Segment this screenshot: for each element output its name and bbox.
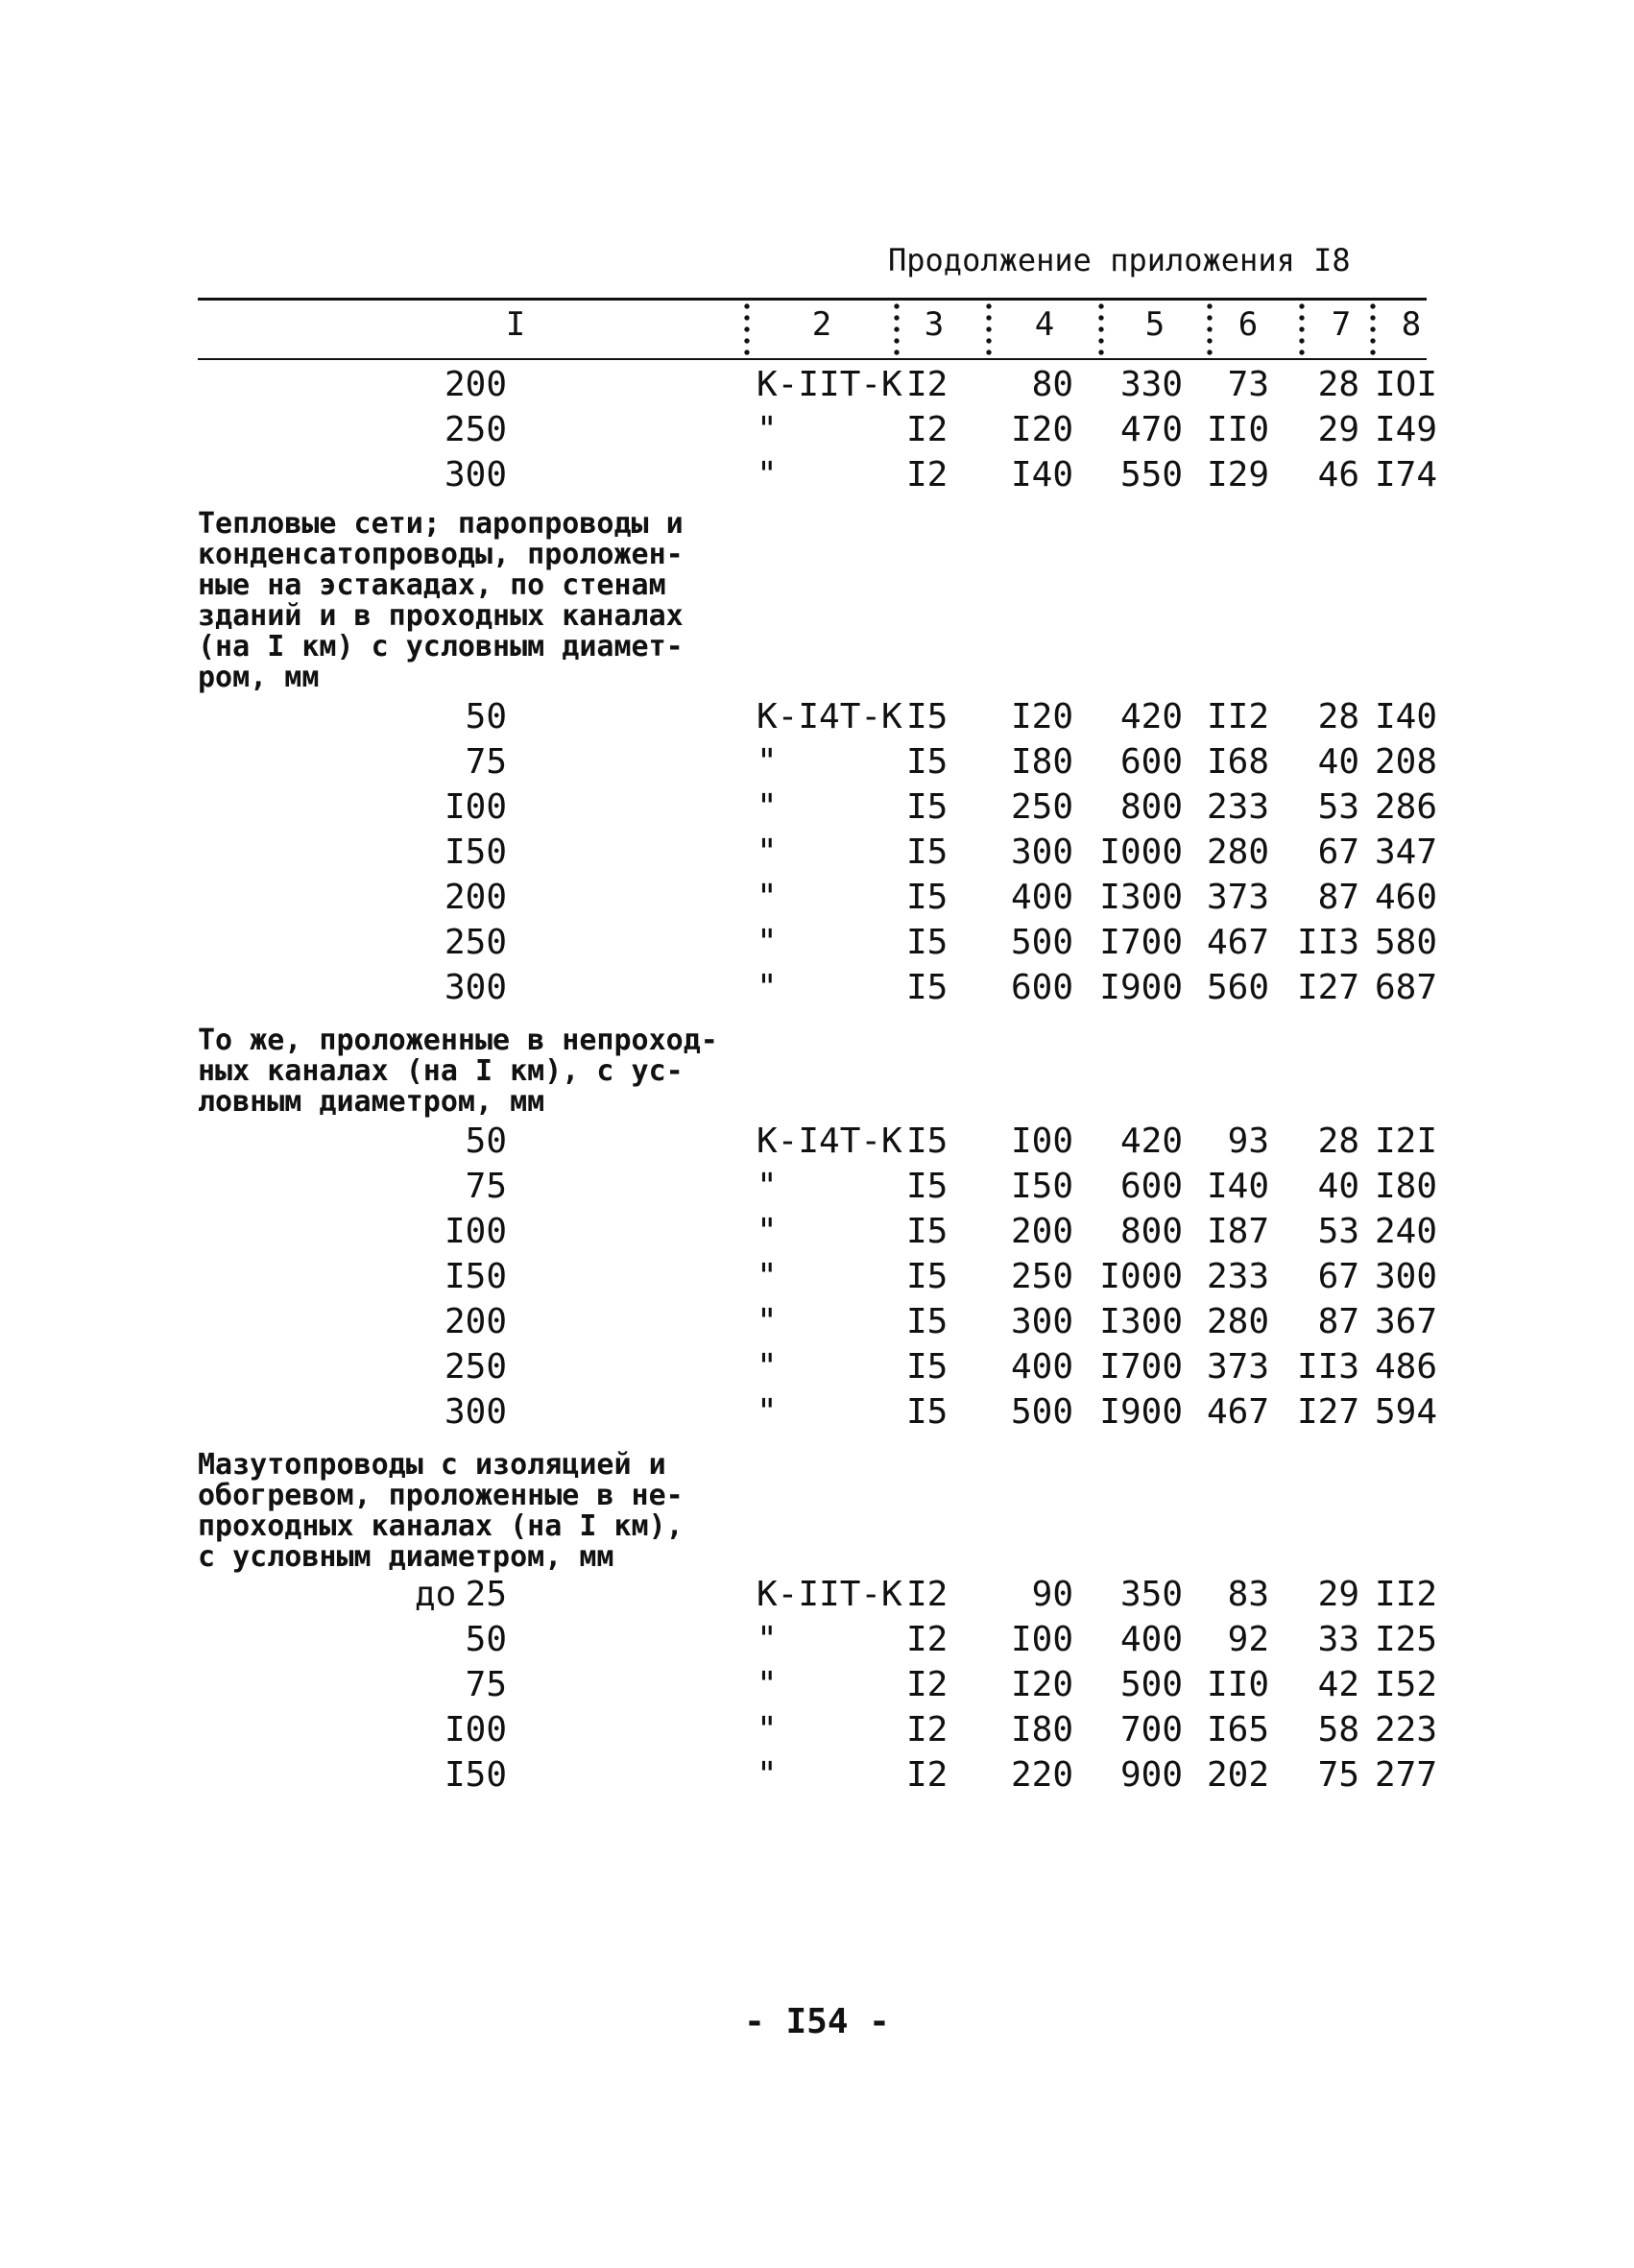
- cell-d: 250: [444, 923, 507, 962]
- cell-d: 200: [444, 365, 507, 404]
- cell-d: 75: [465, 1167, 507, 1206]
- section-heading-non-passable-channels: То же, проложенные в непроход- ных каналах (на I км), с ус- ловным диаметром, мм: [198, 1024, 718, 1119]
- cell-c8: I2I: [1374, 1122, 1437, 1161]
- table-row: [0, 410, 1634, 454]
- table-row: [0, 923, 1634, 967]
- cell-c7: I27: [1296, 1392, 1359, 1432]
- cell-c3: I5: [906, 923, 949, 962]
- column-header-2: 2: [811, 305, 832, 344]
- cell-d: 25: [465, 1575, 507, 1614]
- cell-c6: I87: [1206, 1212, 1269, 1251]
- cell-d: 200: [444, 878, 507, 917]
- table-row: [0, 365, 1634, 409]
- cell-d: 300: [444, 455, 507, 495]
- cell-c8: 687: [1374, 968, 1437, 1007]
- cell-c7: 75: [1317, 1755, 1359, 1795]
- cell-c3: I5: [906, 1347, 949, 1387]
- cell-c3: I5: [906, 697, 949, 736]
- column-header-1: I: [505, 305, 526, 344]
- cell-code: К-IIТ-К: [757, 1575, 902, 1614]
- cell-c3: I5: [906, 878, 949, 917]
- page-number: - I54 -: [744, 2002, 890, 2041]
- cell-c8: I80: [1374, 1167, 1437, 1206]
- table-row: [0, 697, 1634, 741]
- column-header-7: 7: [1331, 305, 1352, 344]
- cell-c5: 420: [1119, 1122, 1183, 1161]
- cell-c4: 400: [1010, 1347, 1073, 1387]
- section-heading-heating-networks: Тепловые сети; паропроводы и конденсатопроводы, проложен- ные на эстакадах, по стенам зданий и в проходных каналах (на I км) с условным диамет- ром, мм: [198, 507, 684, 694]
- cell-c7: 29: [1317, 410, 1359, 449]
- table-row: [0, 1575, 1634, 1619]
- cell-c7: 87: [1317, 1302, 1359, 1341]
- cell-d: 300: [444, 968, 507, 1007]
- cell-c5: 700: [1119, 1710, 1183, 1749]
- cell-c4: 250: [1010, 787, 1073, 827]
- cell-code: ": [757, 1212, 778, 1251]
- cell-c7: 28: [1317, 365, 1359, 404]
- cell-c6: 93: [1227, 1122, 1269, 1161]
- table-row: [0, 1212, 1634, 1256]
- table-row: [0, 742, 1634, 786]
- cell-c6: 73: [1227, 365, 1269, 404]
- cell-c7: 53: [1317, 787, 1359, 827]
- cell-c3: I5: [906, 968, 949, 1007]
- table-row: [0, 1167, 1634, 1211]
- cell-c3: I5: [906, 1257, 949, 1296]
- cell-c5: I700: [1099, 1347, 1183, 1387]
- cell-c6: 280: [1206, 1302, 1269, 1341]
- cell-c3: I5: [906, 832, 949, 872]
- column-header-4: 4: [1034, 305, 1055, 344]
- cell-c7: 46: [1317, 455, 1359, 495]
- cell-c5: 330: [1119, 365, 1183, 404]
- cell-c6: I40: [1206, 1167, 1269, 1206]
- table-row: [0, 832, 1634, 877]
- table-row: [0, 787, 1634, 832]
- column-separator: [743, 301, 751, 356]
- cell-c3: I2: [906, 1665, 949, 1704]
- table-row: [0, 1710, 1634, 1754]
- cell-c5: I900: [1099, 968, 1183, 1007]
- cell-c3: I2: [906, 365, 949, 404]
- cell-code: ": [757, 1302, 778, 1341]
- section-heading-fuel-oil-pipelines: Мазутопроводы с изоляцией и обогревом, проложенные в не- проходных каналах (на I км), с условным диаметром, мм: [198, 1448, 684, 1574]
- cell-c7: 53: [1317, 1212, 1359, 1251]
- cell-c5: 470: [1119, 410, 1183, 449]
- cell-d: I00: [444, 1212, 507, 1251]
- cell-c6: 373: [1206, 1347, 1269, 1387]
- table-row: [0, 455, 1634, 499]
- cell-c7: 67: [1317, 832, 1359, 872]
- cell-d: 200: [444, 1302, 507, 1341]
- cell-c6: 560: [1206, 968, 1269, 1007]
- cell-c5: 400: [1119, 1620, 1183, 1659]
- cell-c4: I00: [1010, 1620, 1073, 1659]
- cell-c8: I49: [1374, 410, 1437, 449]
- cell-code: ": [757, 1257, 778, 1296]
- cell-c4: 90: [1031, 1575, 1073, 1614]
- cell-c6: 83: [1227, 1575, 1269, 1614]
- cell-c7: 58: [1317, 1710, 1359, 1749]
- cell-c5: 500: [1119, 1665, 1183, 1704]
- cell-c3: I2: [906, 410, 949, 449]
- cell-d: 300: [444, 1392, 507, 1432]
- cell-d: I00: [444, 787, 507, 827]
- cell-d: 250: [444, 1347, 507, 1387]
- cell-c5: 420: [1119, 697, 1183, 736]
- cell-c3: I2: [906, 1575, 949, 1614]
- table-row: [0, 1392, 1634, 1436]
- cell-c7: 87: [1317, 878, 1359, 917]
- cell-d: I50: [444, 832, 507, 872]
- cell-c3: I2: [906, 455, 949, 495]
- cell-d: I50: [444, 1755, 507, 1795]
- cell-c6: 373: [1206, 878, 1269, 917]
- cell-c4: I80: [1010, 742, 1073, 782]
- cell-code: ": [757, 832, 778, 872]
- column-separator: [985, 301, 993, 356]
- cell-c7: 29: [1317, 1575, 1359, 1614]
- cell-c3: I5: [906, 1302, 949, 1341]
- cell-d: 50: [465, 697, 507, 736]
- cell-c4: 500: [1010, 923, 1073, 962]
- cell-c5: 350: [1119, 1575, 1183, 1614]
- cell-c4: 400: [1010, 878, 1073, 917]
- cell-code: ": [757, 968, 778, 1007]
- cell-c4: 80: [1031, 365, 1073, 404]
- cell-d: I50: [444, 1257, 507, 1296]
- cell-code: ": [757, 455, 778, 495]
- cell-c3: I5: [906, 742, 949, 782]
- column-header-5: 5: [1144, 305, 1165, 344]
- cell-code: ": [757, 410, 778, 449]
- cell-code: ": [757, 1392, 778, 1432]
- table-row: [0, 1620, 1634, 1664]
- cell-code: ": [757, 1167, 778, 1206]
- cell-c8: I40: [1374, 697, 1437, 736]
- table-row: [0, 968, 1634, 1012]
- cell-c5: 800: [1119, 787, 1183, 827]
- cell-c6: II0: [1206, 1665, 1269, 1704]
- cell-d: 50: [465, 1620, 507, 1659]
- cell-code: ": [757, 787, 778, 827]
- cell-c6: 92: [1227, 1620, 1269, 1659]
- cell-c8: 347: [1374, 832, 1437, 872]
- table-row: [0, 1347, 1634, 1391]
- cell-code: К-I4Т-К: [757, 1122, 902, 1161]
- cell-c7: 42: [1317, 1665, 1359, 1704]
- cell-c5: I300: [1099, 1302, 1183, 1341]
- cell-c4: 500: [1010, 1392, 1073, 1432]
- cell-c3: I5: [906, 1392, 949, 1432]
- header-bottom-rule: [198, 358, 1427, 360]
- table-row: [0, 1755, 1634, 1799]
- cell-c8: 240: [1374, 1212, 1437, 1251]
- cell-c8: I52: [1374, 1665, 1437, 1704]
- column-header-3: 3: [924, 305, 945, 344]
- cell-c4: 220: [1010, 1755, 1073, 1795]
- cell-d: I00: [444, 1710, 507, 1749]
- cell-c3: I5: [906, 1167, 949, 1206]
- cell-c5: 600: [1119, 1167, 1183, 1206]
- cell-c7: 40: [1317, 742, 1359, 782]
- table-caption: Продолжение приложения I8: [888, 242, 1351, 278]
- table-row: [0, 1302, 1634, 1346]
- cell-c4: I50: [1010, 1167, 1073, 1206]
- cell-c4: I20: [1010, 697, 1073, 736]
- column-header-8: 8: [1401, 305, 1422, 344]
- cell-c8: II2: [1374, 1575, 1437, 1614]
- cell-c3: I2: [906, 1710, 949, 1749]
- cell-c3: I2: [906, 1620, 949, 1659]
- cell-c8: 223: [1374, 1710, 1437, 1749]
- cell-c4: I20: [1010, 410, 1073, 449]
- cell-c6: 202: [1206, 1755, 1269, 1795]
- cell-prefix: до: [415, 1575, 457, 1614]
- cell-c4: I40: [1010, 455, 1073, 495]
- cell-d: 75: [465, 742, 507, 782]
- cell-c5: 550: [1119, 455, 1183, 495]
- cell-c8: I25: [1374, 1620, 1437, 1659]
- cell-c6: II0: [1206, 410, 1269, 449]
- cell-c4: 300: [1010, 832, 1073, 872]
- table-row: [0, 878, 1634, 922]
- cell-c5: I700: [1099, 923, 1183, 962]
- cell-c6: 467: [1206, 1392, 1269, 1432]
- cell-c3: I5: [906, 787, 949, 827]
- cell-c8: 367: [1374, 1302, 1437, 1341]
- column-separator: [1097, 301, 1105, 356]
- table-row: [0, 1665, 1634, 1709]
- cell-c8: 208: [1374, 742, 1437, 782]
- cell-c7: II3: [1296, 923, 1359, 962]
- cell-c4: 600: [1010, 968, 1073, 1007]
- table-top-rule: [198, 298, 1427, 301]
- cell-d: 50: [465, 1122, 507, 1161]
- cell-c4: I20: [1010, 1665, 1073, 1704]
- cell-c8: 580: [1374, 923, 1437, 962]
- cell-c6: I29: [1206, 455, 1269, 495]
- cell-c7: I27: [1296, 968, 1359, 1007]
- cell-c6: I68: [1206, 742, 1269, 782]
- cell-c6: 233: [1206, 787, 1269, 827]
- cell-c6: II2: [1206, 697, 1269, 736]
- cell-c5: 900: [1119, 1755, 1183, 1795]
- cell-code: ": [757, 742, 778, 782]
- cell-c5: I000: [1099, 832, 1183, 872]
- cell-code: ": [757, 1347, 778, 1387]
- cell-c8: 594: [1374, 1392, 1437, 1432]
- cell-c5: 600: [1119, 742, 1183, 782]
- cell-c3: I5: [906, 1122, 949, 1161]
- cell-c5: 800: [1119, 1212, 1183, 1251]
- cell-c6: I65: [1206, 1710, 1269, 1749]
- cell-c7: 40: [1317, 1167, 1359, 1206]
- cell-code: К-I4Т-К: [757, 697, 902, 736]
- cell-c7: II3: [1296, 1347, 1359, 1387]
- cell-c8: 460: [1374, 878, 1437, 917]
- cell-c5: I300: [1099, 878, 1183, 917]
- cell-c8: 286: [1374, 787, 1437, 827]
- cell-c4: 200: [1010, 1212, 1073, 1251]
- cell-code: ": [757, 1755, 778, 1795]
- table-row: [0, 1257, 1634, 1301]
- cell-c7: 33: [1317, 1620, 1359, 1659]
- cell-code: К-IIТ-К: [757, 365, 902, 404]
- cell-c6: 280: [1206, 832, 1269, 872]
- cell-code: ": [757, 1620, 778, 1659]
- cell-c4: I80: [1010, 1710, 1073, 1749]
- cell-c3: I5: [906, 1212, 949, 1251]
- cell-d: 75: [465, 1665, 507, 1704]
- cell-c4: I00: [1010, 1122, 1073, 1161]
- cell-code: ": [757, 1665, 778, 1704]
- cell-c5: I900: [1099, 1392, 1183, 1432]
- cell-c8: 486: [1374, 1347, 1437, 1387]
- cell-c3: I2: [906, 1755, 949, 1795]
- cell-c5: I000: [1099, 1257, 1183, 1296]
- cell-c4: 300: [1010, 1302, 1073, 1341]
- cell-c7: 28: [1317, 1122, 1359, 1161]
- cell-code: ": [757, 1710, 778, 1749]
- cell-c8: 277: [1374, 1755, 1437, 1795]
- cell-c4: 250: [1010, 1257, 1073, 1296]
- table-row: [0, 1122, 1634, 1166]
- cell-code: ": [757, 878, 778, 917]
- cell-c6: 233: [1206, 1257, 1269, 1296]
- cell-c8: IOI: [1374, 365, 1437, 404]
- cell-c8: 300: [1374, 1257, 1437, 1296]
- cell-code: ": [757, 923, 778, 962]
- cell-c6: 467: [1206, 923, 1269, 962]
- cell-c7: 67: [1317, 1257, 1359, 1296]
- cell-d: 250: [444, 410, 507, 449]
- column-header-6: 6: [1238, 305, 1259, 344]
- cell-c8: I74: [1374, 455, 1437, 495]
- cell-c7: 28: [1317, 697, 1359, 736]
